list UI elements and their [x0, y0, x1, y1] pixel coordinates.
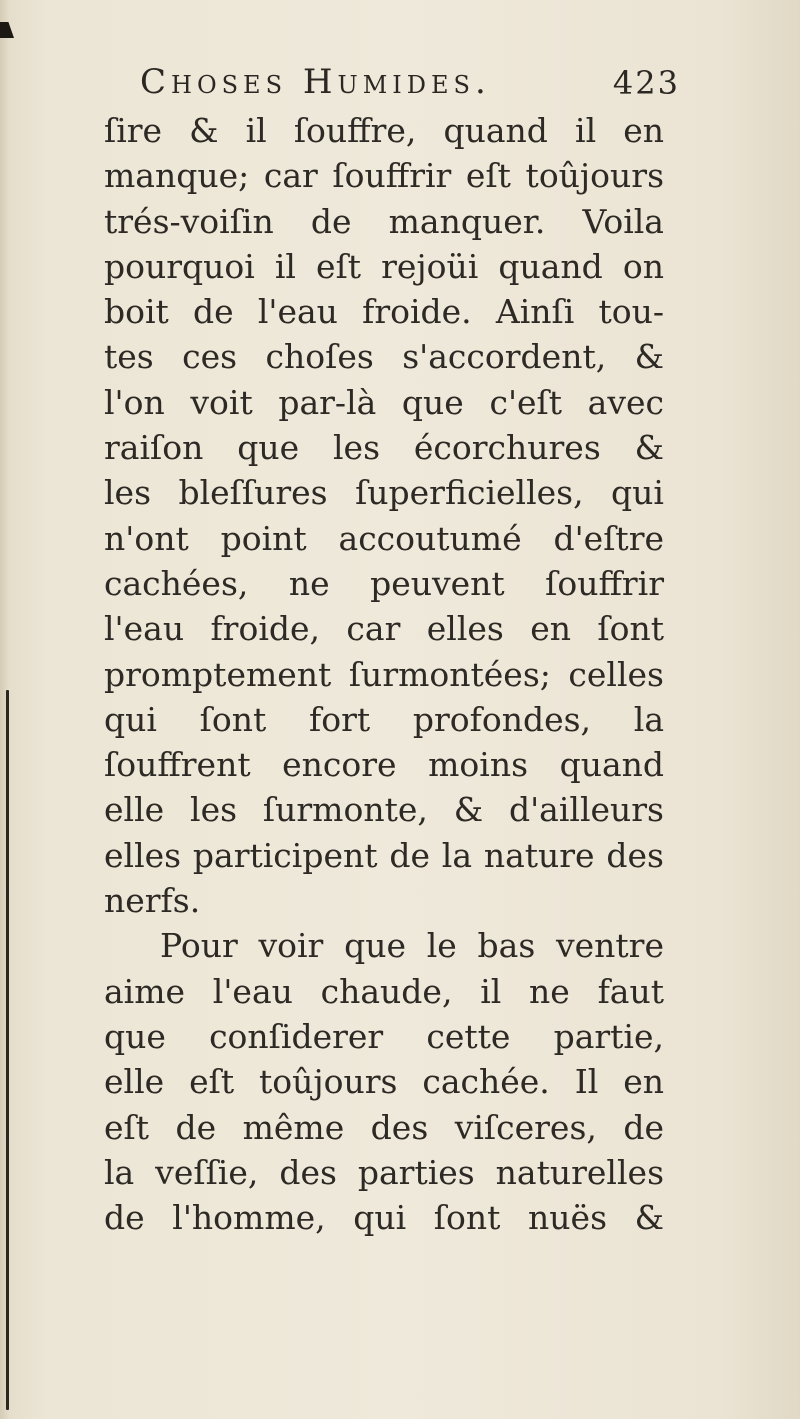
text-line: eſt de même des viſceres, de — [104, 1107, 664, 1147]
text-line: cachées, ne peuvent ſouffrir — [104, 563, 664, 603]
text-line: elle eſt toûjours cachée. Il en — [104, 1062, 664, 1102]
text-line: nerfs. — [104, 881, 201, 921]
text-line: tes ces choſes s'accordent, & — [104, 337, 664, 377]
text-line: aime l'eau chaude, il ne faut — [104, 971, 664, 1011]
text-line: qui ſont fort profondes, la — [104, 699, 664, 739]
running-title: Choses Humides. — [140, 62, 491, 102]
text-line: manque; car ſouffrir eſt toûjours — [104, 156, 664, 196]
text-line: les bleſſures ſuperficielles, qui — [104, 473, 664, 513]
text-line: elle les ſurmonte, & d'ailleurs — [104, 790, 664, 830]
text-line: pourquoi il eſt rejoüi quand on — [104, 246, 664, 286]
text-line: que conſiderer cette partie, — [104, 1016, 664, 1056]
text-line: promptement ſurmontées; celles — [104, 654, 664, 694]
text-line: l'on voit par-là que c'eſt avec — [104, 382, 664, 422]
text-line: l'eau froide, car elles en ſont — [104, 609, 664, 649]
text-line: trés-voiſin de manquer. Voila — [104, 201, 664, 241]
text-line: ſouffrent encore moins quand — [104, 745, 664, 785]
corner-mark — [0, 22, 14, 38]
page-number: 423 — [612, 64, 680, 102]
text-line: n'ont point accoutumé d'eſtre — [104, 518, 664, 558]
text-line: elles participent de la nature des — [104, 835, 664, 875]
page-header — [140, 62, 680, 112]
text-line: boit de l'eau froide. Ainſi tou- — [104, 292, 664, 332]
binding-edge-mark — [6, 690, 9, 1410]
text-line: la veſſie, des parties naturelles — [104, 1152, 664, 1192]
text-line: de l'homme, qui ſont nuës & — [104, 1198, 664, 1238]
text-line: raiſon que les écorchures & — [104, 428, 664, 468]
paragraph-first-line: Pour voir que le bas ventre — [160, 926, 664, 966]
body-text — [104, 108, 664, 1240]
text-line: ſire & il ſouffre, quand il en — [104, 111, 664, 150]
